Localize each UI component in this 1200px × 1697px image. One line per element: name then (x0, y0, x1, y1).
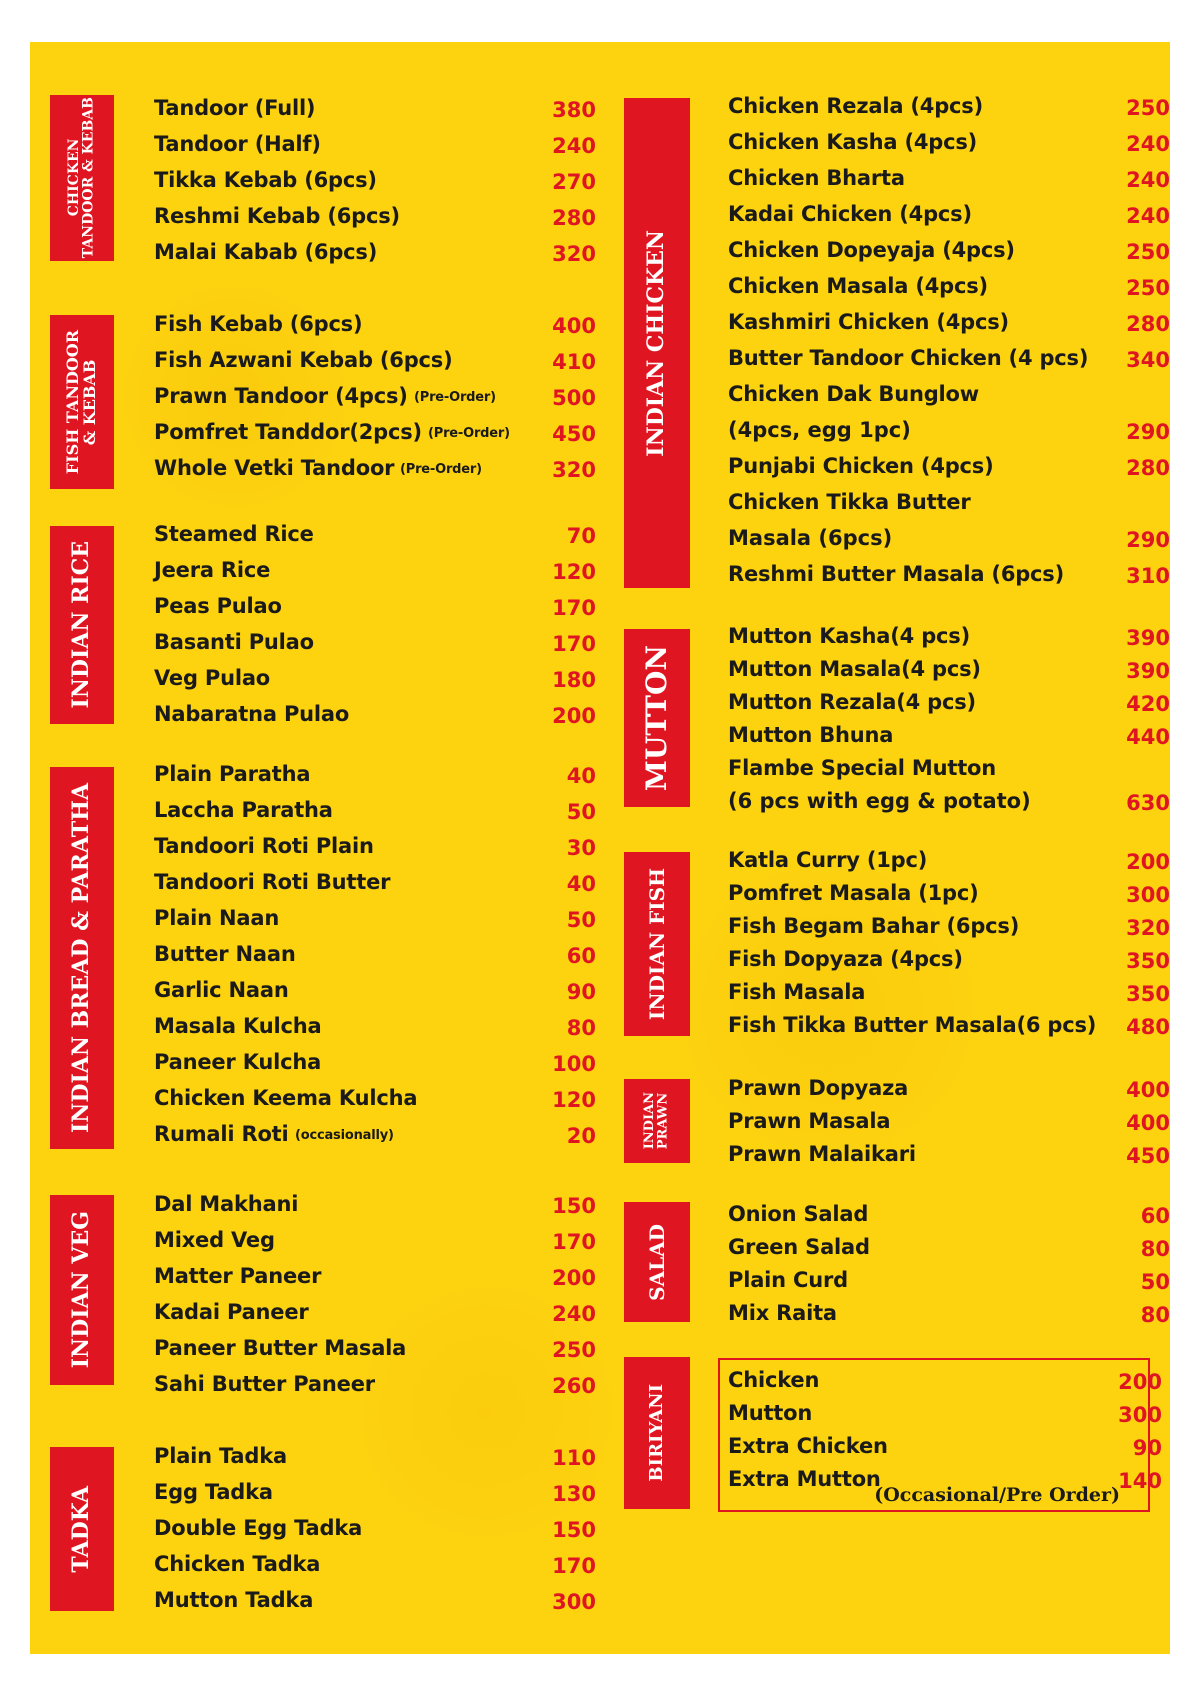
menu-item (728, 723, 1170, 757)
menu-item-name: Chicken Rezala (4pcs) (728, 94, 983, 118)
menu-item-name: Sahi Butter Paneer (154, 1372, 375, 1396)
menu-item-name: Prawn Masala (728, 1109, 891, 1133)
menu-item-name: Paneer Butter Masala (154, 1336, 407, 1360)
menu-item-price: 280 (1126, 312, 1170, 336)
menu-item (154, 1588, 596, 1622)
menu-item-price: 170 (552, 632, 596, 656)
banner-title-line2: TANDOOR & KEBAB (81, 97, 97, 259)
menu-item-price: 80 (566, 1016, 596, 1040)
menu-item (154, 96, 596, 130)
menu-item-price: 80 (1140, 1237, 1170, 1261)
section-banner-indian-veg (50, 1195, 114, 1385)
menu-item-price: 170 (552, 1554, 596, 1578)
menu-item-name: Fish Azwani Kebab (6pcs) (154, 348, 453, 372)
menu-item (728, 1467, 1162, 1501)
menu-item-name: Veg Pulao (154, 666, 271, 690)
menu-item-price: 320 (552, 458, 596, 482)
menu-item-name: Butter Naan (154, 942, 296, 966)
menu-item-price: 290 (1126, 528, 1170, 552)
menu-item (154, 1192, 596, 1226)
menu-item (728, 1235, 1170, 1269)
menu-item-price: 280 (552, 206, 596, 230)
menu-item-name: Prawn Dopyaza (728, 1076, 909, 1100)
menu-item-name: Basanti Pulao (154, 630, 314, 654)
menu-item-price: 150 (552, 1518, 596, 1542)
menu-item-price: 350 (1126, 982, 1170, 1006)
menu-item-name: Plain Naan (154, 906, 280, 930)
menu-item-price: 60 (1140, 1204, 1170, 1228)
menu-item-price: 90 (1132, 1436, 1162, 1460)
menu-item-name: Malai Kabab (6pcs) (154, 240, 378, 264)
menu-item-price: 250 (552, 1338, 596, 1362)
menu-item-name: Mutton Masala(4 pcs) (728, 657, 981, 681)
menu-item (154, 522, 596, 556)
menu-item-name: Kadai Chicken (4pcs) (728, 202, 972, 226)
menu-item-name: Paneer Kulcha (154, 1050, 322, 1074)
menu-item (728, 166, 1170, 200)
menu-item (154, 1014, 596, 1048)
menu-item-price: 40 (566, 872, 596, 896)
menu-item-name: Mutton Kasha(4 pcs) (728, 624, 970, 648)
menu-item-name: Matter Paneer (154, 1264, 322, 1288)
menu-item-name: Flambe Special Mutton (728, 756, 997, 780)
menu-item (728, 1076, 1170, 1110)
menu-item (728, 238, 1170, 272)
menu-item-price: 200 (552, 1266, 596, 1290)
menu-item (728, 657, 1170, 691)
menu-item (728, 947, 1170, 981)
banner-title: INDIAN BREAD & PARATHA (68, 783, 95, 1133)
menu-item (154, 168, 596, 202)
menu-item-price: 140 (1118, 1469, 1162, 1493)
menu-item (728, 1301, 1170, 1335)
menu-item-name: Masala Kulcha (154, 1014, 322, 1038)
menu-item-price: 410 (552, 350, 596, 374)
menu-item-price: 30 (566, 836, 596, 860)
menu-item-price: 420 (1126, 692, 1170, 716)
section-banner-indian-chicken (624, 98, 690, 588)
menu-item-name-continued: Masala (6pcs) (728, 526, 893, 550)
menu-item (728, 848, 1170, 882)
menu-item-name: Katla Curry (1pc) (728, 848, 928, 872)
menu-item-name: Mutton (728, 1401, 813, 1425)
menu-item-price: 180 (552, 668, 596, 692)
biriyani-note: (Occasional/Pre Order) (874, 1484, 1120, 1506)
menu-item (154, 1552, 596, 1586)
menu-item (154, 978, 596, 1012)
menu-item-name: Prawn Tandoor (4pcs) (154, 384, 408, 408)
menu-item (154, 906, 596, 940)
menu-item (154, 630, 596, 664)
menu-item-name: Fish Begam Bahar (6pcs) (728, 914, 1020, 938)
menu-item (728, 756, 1170, 815)
menu-item-name: Mix Raita (728, 1301, 837, 1325)
menu-item-name: Butter Tandoor Chicken (4 pcs) (728, 346, 1089, 370)
menu-item-price: 50 (1140, 1270, 1170, 1294)
menu-item-name: Chicken Dak Bunglow (728, 382, 979, 406)
menu-item-name: Fish Kebab (6pcs) (154, 312, 363, 336)
menu-item (728, 1434, 1162, 1468)
menu-item-name: Pomfret Tanddor(2pcs) (154, 420, 422, 444)
menu-item-note: (Pre-Order) (414, 390, 496, 405)
menu-item-price: 50 (566, 800, 596, 824)
menu-item-price: 200 (552, 704, 596, 728)
banner-title: INDIAN VEG (68, 1211, 95, 1369)
menu-item-name: Tandoor (Full) (154, 96, 316, 120)
menu-item-price: 450 (552, 422, 596, 446)
menu-item (154, 420, 596, 454)
menu-item-note: (Pre-Order) (428, 426, 510, 441)
menu-item-price: 400 (552, 314, 596, 338)
menu-item-name: Mutton Bhuna (728, 723, 894, 747)
menu-item (728, 94, 1170, 128)
menu-item-price: 200 (1126, 850, 1170, 874)
menu-item (728, 690, 1170, 724)
menu-item (154, 1516, 596, 1550)
menu-item (154, 1480, 596, 1514)
section-banner-mutton (624, 629, 690, 807)
menu-item (728, 382, 1170, 444)
menu-item (154, 594, 596, 628)
menu-item (154, 1300, 596, 1334)
banner-title: BIRIYANI (645, 1384, 667, 1482)
menu-item-name: Steamed Rice (154, 522, 314, 546)
menu-item (728, 202, 1170, 236)
menu-item-price: 390 (1126, 659, 1170, 683)
banner-title: SALAD (644, 1223, 669, 1301)
menu-item-price: 310 (1126, 564, 1170, 588)
menu-item (154, 348, 596, 382)
menu-item-name: Plain Paratha (154, 762, 311, 786)
menu-item-price: 300 (1118, 1403, 1162, 1427)
menu-item-name: Chicken Kasha (4pcs) (728, 130, 978, 154)
menu-item-price: 100 (552, 1052, 596, 1076)
section-banner-indian-fish (624, 852, 690, 1036)
menu-item-name: Pomfret Masala (1pc) (728, 881, 979, 905)
menu-item-price: 440 (1126, 725, 1170, 749)
banner-title-line2: & KEBAB (80, 359, 99, 445)
banner-title: INDIAN RICE (68, 541, 95, 709)
menu-item (154, 1228, 596, 1262)
menu-item (728, 454, 1170, 488)
menu-item-name: Mutton Tadka (154, 1588, 314, 1612)
menu-item-name: Chicken Tadka (154, 1552, 321, 1576)
banner-title: MUTTON (640, 644, 674, 792)
menu-item-name: Double Egg Tadka (154, 1516, 363, 1540)
menu-item-price: 450 (1126, 1144, 1170, 1168)
menu-item (728, 1268, 1170, 1302)
menu-item-name: Tikka Kebab (6pcs) (154, 168, 377, 192)
menu-item-price: 60 (566, 944, 596, 968)
section-banner-salad (624, 1202, 690, 1322)
menu-item-price: 630 (1126, 791, 1170, 815)
menu-item-price: 150 (552, 1194, 596, 1218)
menu-item-price: 20 (566, 1124, 596, 1148)
menu-item-name: Fish Dopyaza (4pcs) (728, 947, 963, 971)
menu-item-price: 90 (566, 980, 596, 1004)
menu-item (154, 942, 596, 976)
menu-item (728, 490, 1170, 552)
menu-item-price: 250 (1126, 276, 1170, 300)
menu-item-name: Garlic Naan (154, 978, 289, 1002)
menu-item (728, 624, 1170, 658)
menu-item-price: 320 (1126, 916, 1170, 940)
menu-item (154, 1444, 596, 1478)
menu-item-name: Laccha Paratha (154, 798, 333, 822)
menu-item-name: Tandoor (Half) (154, 132, 321, 156)
menu-item-price: 50 (566, 908, 596, 932)
menu-item-price: 480 (1126, 1015, 1170, 1039)
menu-item (728, 1368, 1162, 1402)
menu-item (154, 1122, 596, 1156)
menu-item-price: 250 (1126, 96, 1170, 120)
menu-item-name: Kadai Paneer (154, 1300, 309, 1324)
menu-item-name: Whole Vetki Tandoor (154, 456, 395, 480)
menu-item-price: 40 (566, 764, 596, 788)
menu-item (154, 312, 596, 346)
menu-item (154, 240, 596, 274)
menu-item-price: 300 (552, 1590, 596, 1614)
menu-item-name: Chicken Bharta (728, 166, 905, 190)
menu-item-name: Tandoori Roti Butter (154, 870, 391, 894)
menu-item-note: (occasionally) (295, 1128, 394, 1143)
section-banner-biriyani (624, 1357, 690, 1509)
menu-item-price: 170 (552, 596, 596, 620)
menu-item-price: 80 (1140, 1303, 1170, 1327)
menu-item-name: Chicken Dopeyaja (4pcs) (728, 238, 1015, 262)
menu-item-name: Chicken Keema Kulcha (154, 1086, 418, 1110)
menu-item (728, 914, 1170, 948)
banner-title: INDIAN CHICKEN (643, 229, 670, 457)
menu-item-name-continued: (4pcs, egg 1pc) (728, 418, 911, 442)
menu-item-price: 110 (552, 1446, 596, 1470)
menu-item-name: Plain Tadka (154, 1444, 287, 1468)
menu-item (154, 834, 596, 868)
menu-item-price: 240 (1126, 168, 1170, 192)
menu-item-name: Chicken (728, 1368, 820, 1392)
banner-title-line1: FISH TANDOOR (63, 329, 83, 475)
menu-item-name: Fish Masala (728, 980, 866, 1004)
menu-item-name: Kashmiri Chicken (4pcs) (728, 310, 1009, 334)
menu-item-name: Prawn Malaikari (728, 1142, 916, 1166)
menu-item-price: 300 (1126, 883, 1170, 907)
section-banner-fish-tandoor (50, 315, 114, 489)
menu-item-name: Reshmi Kebab (6pcs) (154, 204, 400, 228)
menu-item (728, 1401, 1162, 1435)
menu-item-name: Onion Salad (728, 1202, 869, 1226)
menu-item-price: 350 (1126, 949, 1170, 973)
menu-item-price: 280 (1126, 456, 1170, 480)
menu-item-price: 390 (1126, 626, 1170, 650)
menu-item-price: 320 (552, 242, 596, 266)
section-banner-chicken-tandoor (50, 95, 114, 261)
menu-item (728, 1202, 1170, 1236)
menu-item-price: 120 (552, 560, 596, 584)
menu-item (728, 274, 1170, 308)
menu-item-price: 240 (552, 134, 596, 158)
menu-item-price: 130 (552, 1482, 596, 1506)
menu-item-price: 200 (1118, 1370, 1162, 1394)
menu-item (154, 558, 596, 592)
menu-item-name: Punjabi Chicken (4pcs) (728, 454, 994, 478)
menu-item (154, 702, 596, 736)
menu-item-name: Green Salad (728, 1235, 870, 1259)
menu-item (728, 130, 1170, 164)
menu-item-price: 240 (552, 1302, 596, 1326)
banner-title-line2: PRAWN (656, 1092, 671, 1150)
menu-item (154, 870, 596, 904)
menu-item-name: Chicken Tikka Butter (728, 490, 971, 514)
menu-item-name: Mutton Rezala(4 pcs) (728, 690, 976, 714)
menu-item (154, 204, 596, 238)
menu-item (728, 881, 1170, 915)
menu-item (728, 1013, 1170, 1047)
banner-title: TADKA (68, 1485, 95, 1573)
menu-item-name: Mixed Veg (154, 1228, 275, 1252)
menu-item (154, 1336, 596, 1370)
banner-title: INDIAN FISH (644, 868, 669, 1020)
menu-item-price: 400 (1126, 1111, 1170, 1135)
menu-item-price: 260 (552, 1374, 596, 1398)
menu-item-name: Fish Tikka Butter Masala(6 pcs) (728, 1013, 1097, 1037)
menu-item-price: 500 (552, 386, 596, 410)
menu-item (154, 798, 596, 832)
menu-item (728, 1142, 1170, 1176)
menu-item-name: Dal Makhani (154, 1192, 299, 1216)
menu-item (154, 384, 596, 418)
menu-item-price: 290 (1126, 420, 1170, 444)
menu-item-price: 70 (566, 524, 596, 548)
menu-item (154, 456, 596, 490)
menu-item-name: Reshmi Butter Masala (6pcs) (728, 562, 1065, 586)
menu-item (154, 762, 596, 796)
menu-item (728, 1109, 1170, 1143)
menu-item-name-continued: (6 pcs with egg & potato) (728, 789, 1031, 813)
menu-item-name: Chicken Masala (4pcs) (728, 274, 988, 298)
menu-item-name: Jeera Rice (154, 558, 271, 582)
menu-item-name: Extra Chicken (728, 1434, 888, 1458)
menu-item-price: 380 (552, 98, 596, 122)
menu-page (30, 42, 1170, 1654)
menu-item (154, 132, 596, 166)
menu-item-price: 250 (1126, 240, 1170, 264)
menu-item-note: (Pre-Order) (400, 462, 482, 477)
menu-item-price: 170 (552, 1230, 596, 1254)
menu-item (728, 346, 1170, 380)
menu-item (154, 1050, 596, 1084)
section-banner-tadka (50, 1447, 114, 1611)
menu-item-price: 340 (1126, 348, 1170, 372)
section-banner-indian-rice (50, 526, 114, 724)
menu-item-name: Egg Tadka (154, 1480, 273, 1504)
menu-item-name: Extra Mutton (728, 1467, 881, 1491)
section-banner-indian-bread (50, 767, 114, 1149)
menu-item-price: 400 (1126, 1078, 1170, 1102)
menu-item-name: Tandoori Roti Plain (154, 834, 374, 858)
menu-item-name: Peas Pulao (154, 594, 282, 618)
menu-item-price: 270 (552, 170, 596, 194)
menu-item (154, 1086, 596, 1120)
menu-item (154, 666, 596, 700)
banner-title-line1: INDIAN (642, 1092, 658, 1150)
menu-item (728, 980, 1170, 1014)
menu-item (154, 1372, 596, 1406)
menu-item (728, 310, 1170, 344)
banner-title-line1: CHICKEN (66, 139, 83, 217)
menu-item-name: Nabaratna Pulao (154, 702, 350, 726)
menu-item (154, 1264, 596, 1298)
menu-item-price: 240 (1126, 204, 1170, 228)
section-banner-indian-prawn (624, 1079, 690, 1163)
menu-item-price: 120 (552, 1088, 596, 1112)
menu-item-name: Plain Curd (728, 1268, 848, 1292)
menu-item-price: 240 (1126, 132, 1170, 156)
menu-item (728, 562, 1170, 596)
menu-item-name: Rumali Roti (154, 1122, 289, 1146)
